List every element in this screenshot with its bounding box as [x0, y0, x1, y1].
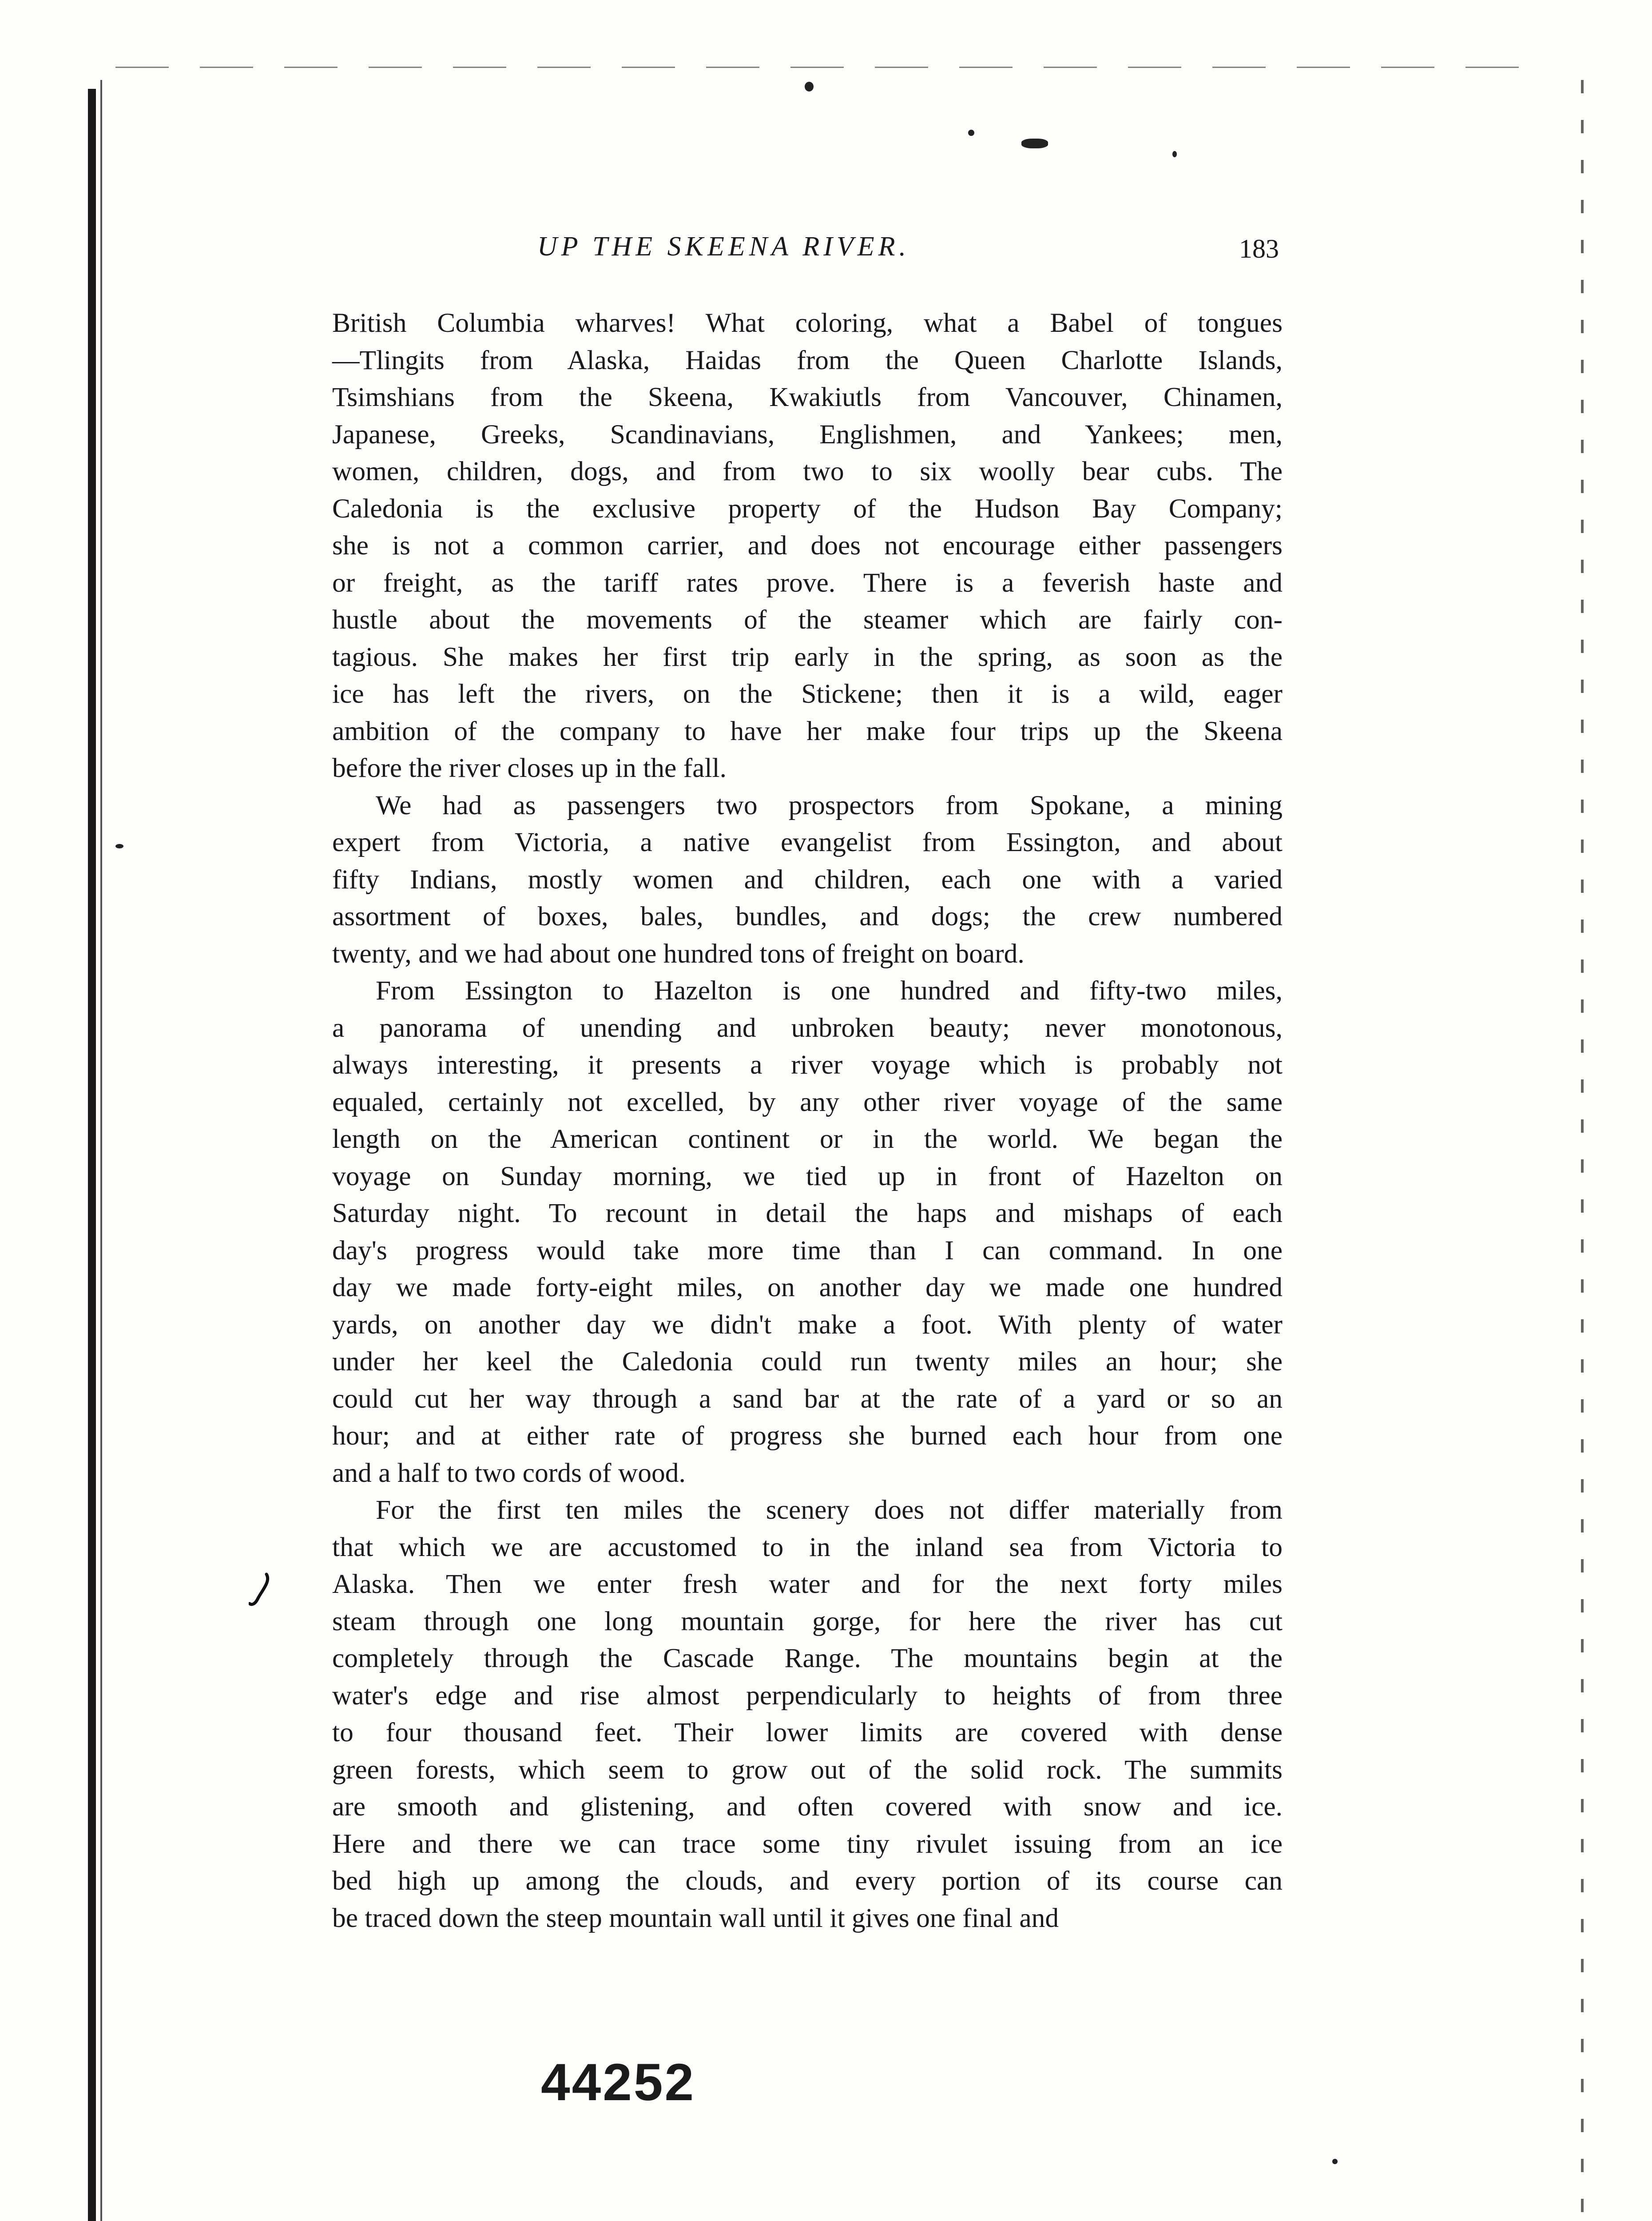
- text-line: hustle about the movements of the steamer which are fairly con-: [332, 605, 1283, 635]
- text-line: or freight, as the tariff rates prove. There is a feverish haste and: [332, 567, 1283, 598]
- text-line: ambition of the company to have her make four trips up the Skeena: [332, 716, 1283, 746]
- text-line: Tsimshians from the Skeena, Kwakiutls from Vancouver, Chinamen,: [332, 382, 1283, 412]
- accession-number: 44252: [541, 2053, 696, 2112]
- text-line: fifty Indians, mostly women and children, each one with a varied: [332, 864, 1283, 895]
- ink-spot: [1021, 139, 1048, 148]
- top-edge-artifact: [115, 67, 1537, 68]
- text-line: could cut her way through a sand bar at the rate of a yard or so an: [332, 1383, 1283, 1414]
- paragraph: [332, 787, 1283, 973]
- text-line: are smooth and glistening, and often covered with snow and ice.: [332, 1791, 1283, 1822]
- text-line: assortment of boxes, bales, bundles, and dogs; the crew numbered: [332, 901, 1283, 931]
- text-line: to four thousand feet. Their lower limits are covered with dense: [332, 1717, 1283, 1747]
- page-number: 183: [1239, 234, 1279, 263]
- text-line: be traced down the steep mountain wall until it gives one final and: [332, 1903, 1059, 1933]
- text-line: equaled, certainly not excelled, by any other river voyage of the same: [332, 1087, 1283, 1117]
- binding-edge-line: [100, 80, 102, 2221]
- text-line: Here and there we can trace some tiny rivulet issuing from an ice: [332, 1828, 1283, 1859]
- text-line: under her keel the Caledonia could run twenty miles an hour; she: [332, 1346, 1283, 1377]
- text-line: From Essington to Hazelton is one hundred and fifty-two miles,: [376, 975, 1283, 1006]
- text-line: before the river closes up in the fall.: [332, 753, 727, 783]
- ink-spot: [968, 130, 974, 136]
- text-line: tagious. She makes her first trip early in the spring, as soon as the: [332, 641, 1283, 672]
- text-line: British Columbia wharves! What coloring, what a Babel of tongues: [332, 308, 1283, 338]
- text-line: day's progress would take more time than I can command. In one: [332, 1235, 1283, 1266]
- text-line: length on the American continent or in the world. We began the: [332, 1124, 1283, 1154]
- text-line: twenty, and we had about one hundred tons of freight on board.: [332, 938, 1025, 969]
- right-edge-artifact: [1581, 80, 1584, 2221]
- ink-spot: [1172, 151, 1177, 157]
- text-line: —Tlingits from Alaska, Haidas from the Queen Charlotte Islands,: [332, 345, 1283, 375]
- text-line: For the first ten miles the scenery does not differ materially from: [376, 1495, 1283, 1525]
- text-line: a panorama of unending and unbroken beauty; never monotonous,: [332, 1012, 1283, 1043]
- text-line: women, children, dogs, and from two to six woolly bear cubs. The: [332, 456, 1283, 486]
- text-line: always interesting, it presents a river voyage which is probably not: [332, 1050, 1283, 1080]
- text-line: hour; and at either rate of progress she burned each hour from one: [332, 1421, 1283, 1451]
- text-line: completely through the Cascade Range. The mountains begin at the: [332, 1643, 1283, 1673]
- text-line: steam through one long mountain gorge, for here the river has cut: [332, 1606, 1283, 1636]
- paragraph: [332, 305, 1283, 787]
- page-header: [329, 231, 1279, 271]
- text-line: voyage on Sunday morning, we tied up in front of Hazelton on: [332, 1161, 1283, 1191]
- text-line: water's edge and rise almost perpendicularly to heights of from three: [332, 1680, 1283, 1711]
- pen-mark: [249, 1572, 275, 1608]
- ink-spot: [805, 82, 814, 92]
- text-line: We had as passengers two prospectors from Spokane, a mining: [376, 790, 1283, 820]
- text-line: Saturday night. To recount in detail the haps and mishaps of each: [332, 1198, 1283, 1228]
- text-line: she is not a common carrier, and does not encourage either passengers: [332, 530, 1283, 561]
- text-line: Alaska. Then we enter fresh water and for the next forty miles: [332, 1569, 1283, 1599]
- text-line: day we made forty-eight miles, on another day we made one hundred: [332, 1272, 1283, 1302]
- body-text: [332, 305, 1283, 1937]
- text-line: expert from Victoria, a native evangelist from Essington, and about: [332, 827, 1283, 857]
- text-line: ice has left the rivers, on the Stickene; then it is a wild, eager: [332, 679, 1283, 709]
- paragraph: [332, 1492, 1283, 1937]
- text-line: bed high up among the clouds, and every portion of its course can: [332, 1866, 1283, 1896]
- text-line: green forests, which seem to grow out of the solid rock. The summits: [332, 1754, 1283, 1785]
- paragraph: [332, 972, 1283, 1492]
- text-line: yards, on another day we didn't make a foot. With plenty of water: [332, 1309, 1283, 1340]
- text-line: and a half to two cords of wood.: [332, 1457, 686, 1488]
- ink-spot: [115, 844, 123, 848]
- binding-edge: [88, 89, 96, 2221]
- text-line: Japanese, Greeks, Scandinavians, Englishmen, and Yankees; men,: [332, 419, 1283, 450]
- running-head: UP THE SKEENA RIVER.: [537, 231, 910, 262]
- text-line: Caledonia is the exclusive property of the Hudson Bay Company;: [332, 493, 1283, 524]
- ink-spot: [1332, 2159, 1338, 2164]
- text-line: that which we are accustomed to in the inland sea from Victoria to: [332, 1532, 1283, 1562]
